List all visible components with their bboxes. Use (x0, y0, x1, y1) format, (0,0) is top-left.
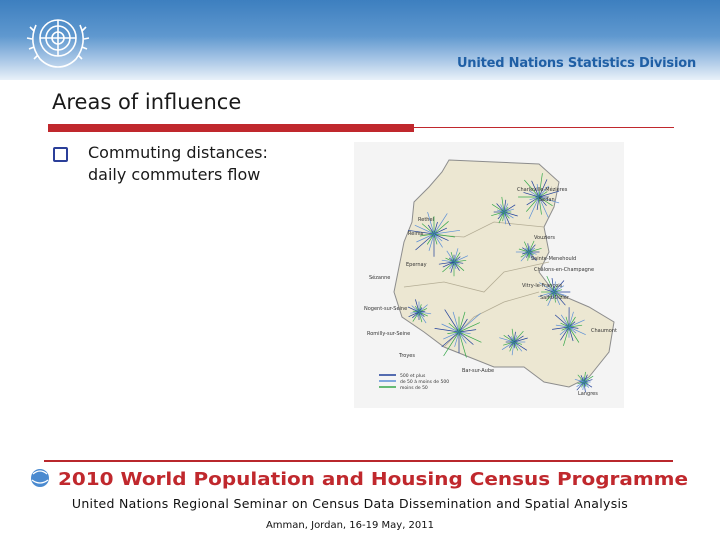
checkbox-bullet-icon (53, 147, 68, 162)
slide-title: Areas of influence (52, 90, 242, 114)
programme-title: 2010 World Population and Housing Census Programme (58, 469, 688, 490)
city-label: Saint-Dizier (540, 295, 569, 301)
legend-item-mid: de 50 à moins de 500 (400, 380, 450, 385)
city-label: Sainte-Menehould (531, 256, 577, 262)
city-label: Nogent-sur-Seine (364, 306, 408, 312)
un-emblem-icon (22, 9, 94, 71)
city-label: Charleville-Mézières (517, 187, 568, 193)
census-programme-banner (24, 464, 696, 492)
city-label: Langres (578, 391, 598, 397)
city-label: Vouziers (534, 235, 556, 241)
city-label: Romilly-sur-Seine (367, 331, 411, 337)
census-globe-icon (31, 469, 49, 487)
city-label: Sézanne (369, 275, 391, 281)
footer-rule (44, 460, 673, 462)
city-label: Rethel (418, 217, 434, 223)
legend-item-high: 500 et plus (400, 374, 426, 379)
title-underline-thin (414, 127, 674, 128)
org-name: United Nations Statistics Division (456, 56, 696, 71)
city-label: Bar-sur-Aube (462, 368, 495, 374)
bullet-text: Commuting distances: daily commuters flow (88, 143, 268, 184)
city-label: Reims (408, 231, 424, 237)
city-label: Vitry-le-François (522, 283, 563, 289)
commuter-flow-map (354, 142, 624, 408)
city-label: Troyes (399, 353, 415, 359)
header-band (0, 0, 720, 80)
seminar-title: United Nations Regional Seminar on Census Data Dissemination and Spatial Analysis (71, 496, 629, 511)
place-date: Amman, Jordan, 16-19 May, 2011 (265, 520, 435, 531)
city-label: Sedan (539, 197, 555, 203)
city-label: Chaumont (591, 328, 617, 334)
legend-item-low: moins de 50 (400, 386, 428, 391)
city-label: Epernay (406, 262, 427, 268)
city-label: Châlons-en-Champagne (534, 267, 595, 273)
title-underline-thick (48, 124, 414, 132)
